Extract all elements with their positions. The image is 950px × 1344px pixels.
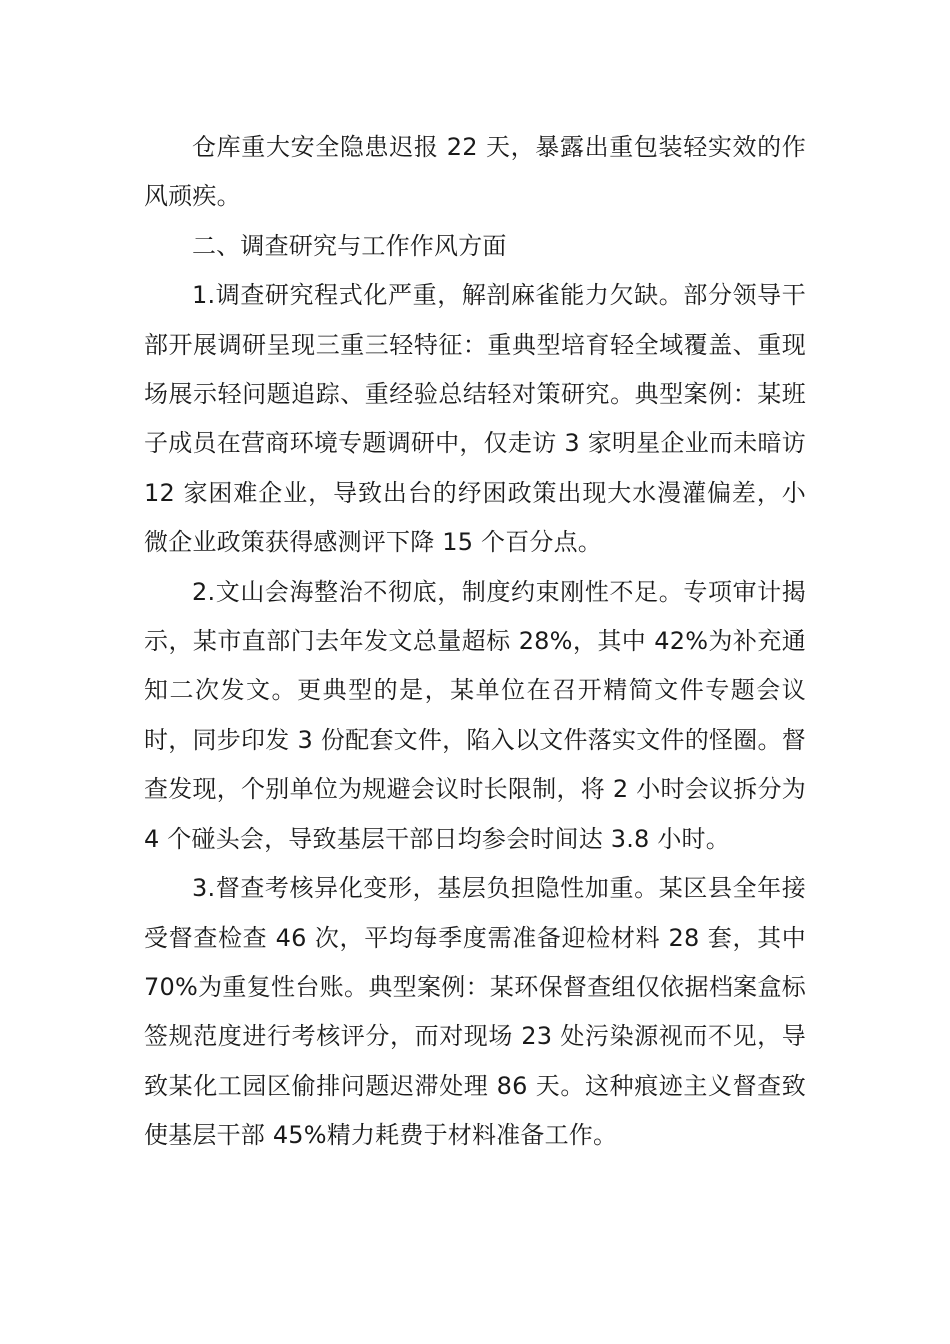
paragraph-item-1: 1.调查研究程式化严重，解剖麻雀能力欠缺。部分领导干部开展调研呈现三重三轻特征：重典型培育轻全域覆盖、重现场展示轻问题追踪、重经验总结轻对策研究。典型案例：某班子成员在营商环境专题调研中，仅走访 3 家明星企业而未暗访 12 家困难企业，导致出台的纾困政策出现大水漫灌偏差，小微企业政策获得感测评下降 15 个百分点。 xyxy=(144,281,806,557)
document-body xyxy=(144,123,806,1161)
paragraph-continuation: 仓库重大安全隐患迟报 22 天，暴露出重包装轻实效的作风顽疾。 xyxy=(144,133,806,211)
paragraph-item-2: 2.文山会海整治不彻底，制度约束刚性不足。专项审计揭示，某市直部门去年发文总量超标 28%，其中 42%为补充通知二次发文。更典型的是，某单位在召开精简文件专题会议时，同步印发 3 份配套文件，陷入以文件落实文件的怪圈。督查发现，个别单位为规避会议时长限制，将 2 小时会议拆分为 4 个碰头会，导致基层干部日均参会时间达 3.8 小时。 xyxy=(144,577,806,853)
paragraph-item-3: 3.督查考核异化变形，基层负担隐性加重。某区县全年接受督查检查 46 次，平均每季度需准备迎检材料 28 套，其中 70%为重复性台账。典型案例：某环保督查组仅依据档案盒标签规范度进行考核评分，而对现场 23 处污染源视而不见，导致某化工园区偷排问题迟滞处理 86 天。这种痕迹主义督查致使基层干部 45%精力耗费于材料准备工作。 xyxy=(144,874,806,1150)
section-heading: 二、调查研究与工作作风方面 xyxy=(192,231,507,260)
